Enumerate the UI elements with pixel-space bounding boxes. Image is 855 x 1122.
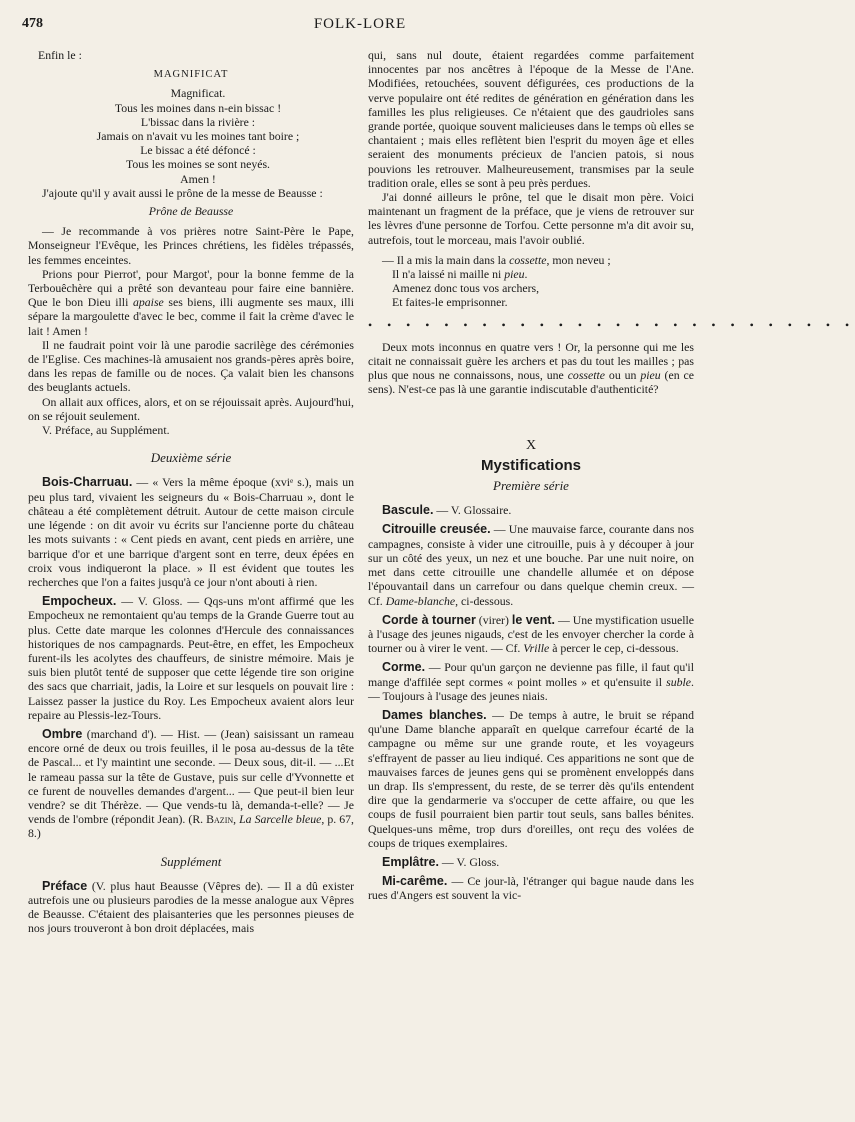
entry-keyword: Citrouille creusée. xyxy=(382,522,491,537)
verse-line: Jamais on n'avait vu les moines tant boire ; xyxy=(96,129,300,144)
magnificat-verses xyxy=(28,86,354,185)
entry-emplatre: Emplâtre. — V. Gloss. xyxy=(382,854,500,869)
page-number: 478 xyxy=(22,16,43,31)
chapter-title: Mystifications xyxy=(480,456,582,474)
magnificat-title: MAGNIFICAT xyxy=(153,69,229,81)
verse-line: Magnificat. xyxy=(170,86,226,101)
entry-keyword: Corme. xyxy=(382,660,426,675)
right-column xyxy=(368,48,855,903)
verse-line: Il n'a laissé ni maille ni pieu. xyxy=(392,267,528,282)
entry-empocheux: Empocheux. — V. Gloss. — Qqs-uns m'ont affirmé que les Empocheux ne remontaient qu'au temps de la Grande Guerre tout au plus. Cette date marque les colonnes d'Hercule des connaissances historiques de nos campagnards. Peut-être, en effet, les Empocheux furent-ils les acolytes des chauffeurs, de sinistre mémoire. Mais je suis bien plutôt tenté de supposer que cette légende tire son origine des sacs que charriait, jadis, la Loire et sur lesquels on pouvait lire : Laissez passer la justice du Roy. Les Empocheux avaient alors leur repaire au Plessis-lez-Tours. xyxy=(28,594,354,722)
paragraph: On allait aux offices, alors, et on se réjouissait après. Aujourd'hui, on se réjouit seulement. xyxy=(28,394,354,423)
paragraph: Deux mots inconnus en quatre vers ! Or, la personne qui me les citait ne connaissait guère les archers et pas du tout les mailles ; pas plus que nous ne connaissons, nous, une cossette ou un pieu (en ce sens). N'est-ce pas là une garantie indiscutable d'authenticité? xyxy=(368,339,694,397)
entry-keyword: Dames blanches. xyxy=(382,707,487,722)
entry-preface: Préface (V. plus haut Beausse (Vêpres de). — Il a dû exister autrefois une ou plusieurs parodies de la messe analogue aux Vêpres de Beausse. C'étaient des plaisanteries que les personnes pieuses de nos jours trouveront à bon droit déplacées, mais xyxy=(28,878,354,936)
intro-line: Enfin le : xyxy=(38,48,82,62)
section-title: Première série xyxy=(493,478,569,494)
verse-line: Amen ! xyxy=(180,171,216,186)
entry-mi-careme: Mi-carême. — Ce jour-là, l'étranger qui bague naude dans les rues d'Angers est souvent la vic- xyxy=(368,874,694,903)
running-title: FOLK-LORE xyxy=(313,16,407,32)
entry-keyword: Emplâtre. xyxy=(382,854,439,869)
verse-line: L'bissac dans la rivière : xyxy=(140,114,256,129)
verse-line: Tous les moines se sont neyés. xyxy=(126,157,270,172)
paragraph: J'ajoute qu'il y avait aussi le prône de la messe de Beausse : xyxy=(42,185,323,200)
paragraph: J'ai donné ailleurs le prône, tel que le disait mon père. Voici maintenant un fragment de la préface, que je viens de retrouver sur les lèvres d'une personne de Torfou. Cette personne m'a dit avoir su, autrefois, tout le morceau, mais l'avoir oublié. xyxy=(368,190,694,247)
section-title: Supplément xyxy=(160,853,222,869)
paragraph: — Je recommande à vos prières notre Saint-Père le Pape, Monseigneur l'Evêque, les Princes chrétiens, les fidèles trépassés, les femmes enceintes. xyxy=(28,224,354,267)
entry-ombre: Ombre (marchand d'). — Hist. — (Jean) saisissant un rameau encore orné de deux ou trois feuilles, il le posa au-dessus de la tête de Pascal... et l'y maintint une seconde. — Deux sous, dit-il. — ...Et le rameau passa sur la tête de Gustave, puis sur celle d'Yvonnette et ce furent de nouvelles demandes d'argent... — Que peut-il bien leur vendre? se dit Thérèze. — Que vends-tu là, demanda-t-elle? — Je vends de l'ombre (répondit Jean). (R. Bazin, La Sarcelle bleue, p. 67, 8.) xyxy=(28,726,354,841)
prone-title: Prône de Beausse xyxy=(148,204,234,219)
paragraph: qui, sans nul doute, étaient regardées comme parfaitement innocentes par nos ancêtres à l'époque de la Messe de l'Ane. Modifiées, retouchées, souvent défigurées, ces productions de la verve populaire ont été redites de génération en génération dans les familles les plus religieuses. Ce n'étaient que des gaudrioles sans grande portée, quoique souvent malicieuses dans le temps où elles se chantaient ; mais elles reflètent bien l'esprit du moyen âge et elles seraient des monuments précieux de l'ancien patois, si nous pouvions les retrouver. Malheureusement, transmises par la seule tradition orale, elles se sont à peu près perdues. xyxy=(368,48,694,190)
paragraph: Prions pour Pierrot', pour Margot', pour la bonne femme de la Terbouêchère qui a prêté son devanteau pour faire eine bannière. Que le bon Dieu illi apaise ses biens, illi augmente ses maux, illi sépare la margoulette d'avec le bec, comme il fait la crème d'avec le lait ! Amen ! xyxy=(28,266,354,338)
ellipsis-divider: • • • • • • • • • • • • • • • • • • • • • • • • • • xyxy=(368,317,855,332)
paragraph: Il ne faudrait point voir là une parodie sacrilège des cérémonies de l'Eglise. Ces machines-là amusaient nos grands-pères après boire, dans les repas de famille ou de noces. Ça valait bien les chansons des beuglants actuels. xyxy=(28,337,354,395)
verse-line: Et faites-le emprisonner. xyxy=(392,295,508,310)
left-column xyxy=(28,48,354,936)
chapter-number: X xyxy=(525,437,537,453)
verse-line: Le bissac a été défoncé : xyxy=(140,143,256,158)
paragraph: V. Préface, au Supplément. xyxy=(42,423,170,438)
page-header xyxy=(22,16,698,38)
entry-bascule: Bascule. — V. Glossaire. xyxy=(382,503,512,518)
verse-line: Tous les moines dans n-ein bissac ! xyxy=(114,100,282,115)
entry-dames-blanches: Dames blanches. — De temps à autre, le bruit se répand qu'une Dame blanche apparaît en quelque carrefour écarté de la campagne ou même sur une grande route, et les voyageurs s'effrayent de passer au lieu indiqué. Ces apparitions ne sont que de mauvaises farces de jeunes gens qui se promènent enveloppés dans un drap. Ils s'empressent, du reste, de se terrer dès qu'ils entendent dire que la gendarmerie va s'occuper de cette affaire, ou que les coups de fusil pourraient bien partir tout seuls, sans balles bénites. Quelques-uns même, trop durs d'oreilles, ont reçu des volées de coups de triques exemplaires. xyxy=(368,707,694,850)
entry-corde: Corde à tourner (virer) le vent. — Une mystification usuelle à l'usage des jeunes nigauds, c'est de les envoyer chercher la corde à tourner ou à virer le vent. — Cf. Vrille à percer le cep, ci-dessous. xyxy=(368,612,695,656)
entry-keyword: Bascule. xyxy=(382,503,434,518)
verse-line: Amenez donc tous vos archers, xyxy=(392,281,540,296)
entry-citrouille: Citrouille creusée. — Une mauvaise farce, courante dans nos campagnes, consiste à vider une citrouille, puis à y découper à jour sur un côté des yeux, un nez et une bouche. Par une nuit noire, on met dans cette citrouille une chandelle allumée et on dépose l'épouvantail dans un carrefour ou dans quelque chemin creux. — Cf. Dame-blanche, ci-dessous. xyxy=(368,522,695,608)
verse-line: — Il a mis la main dans la cossette, mon neveu ; xyxy=(382,252,611,267)
entry-keyword: Mi-carême. xyxy=(382,874,448,889)
entry-keyword: Bois-Charruau. xyxy=(42,475,133,490)
section-title: Deuxième série xyxy=(150,450,232,466)
entry-keyword: Empocheux. xyxy=(42,594,117,609)
entry-keyword: Ombre xyxy=(42,726,83,741)
entry-corme: Corme. — Pour qu'un garçon ne devienne pas fille, il faut qu'il mange d'affilée sept cormes « point molles » et qu'ensuite il suble. — Toujours à l'usage des jeunes niais. xyxy=(368,660,694,703)
quoted-verses xyxy=(382,253,694,310)
entry-keyword: Préface xyxy=(42,878,88,893)
entry-keyword: Corde à tourner xyxy=(382,612,476,627)
entry-bois-charruau: Bois-Charruau. — « Vers la même époque (xviᵉ s.), mais un peu plus tard, vivaient les seigneurs du « Bois-Charruau », dont le château a été complètement détruit. Autour de cette maison circule une légende : on dit avoir vu écrits sur l'ancienne porte du château les mots suivants : « Cent pieds en avant, cent pieds en arrière, une barrique d'or et une barrique d'argent sont en terre, deux épées en croix vous indiqueront la place. » Il est évident que toutes les recherches que l'on a faites jusqu'à ce jour n'ont abouti à rien. xyxy=(28,475,354,589)
